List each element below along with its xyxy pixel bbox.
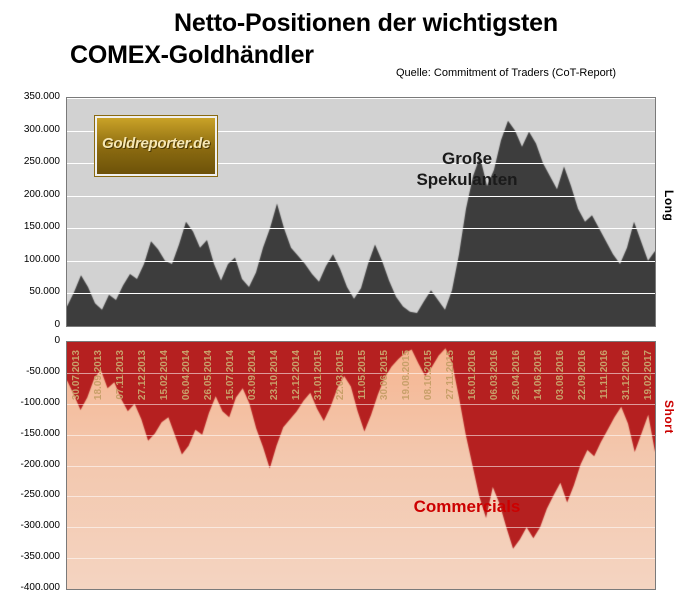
- upper-y-tick: 300.000: [23, 123, 60, 135]
- chart-grosse-spekulanten: [66, 97, 656, 327]
- logo-text: Goldreporter.de: [101, 135, 211, 152]
- gridline: [67, 527, 655, 528]
- lower-annotation: Commercials: [413, 497, 521, 516]
- x-tick-label: 30.07.2013: [71, 350, 82, 401]
- x-tick-label: 08.10.2015: [423, 350, 434, 401]
- x-tick-label: 11.05.2015: [357, 350, 368, 400]
- upper-axis-title: Long: [662, 190, 676, 222]
- x-tick-label: 31.01.2015: [313, 350, 324, 401]
- gridline: [67, 293, 655, 294]
- upper-y-tick: 250.000: [23, 156, 60, 168]
- x-tick-label: 31.12.2016: [621, 350, 632, 401]
- x-tick-label: 22.09.2016: [577, 350, 588, 401]
- x-tick-label: 19.08.2015: [401, 350, 412, 401]
- upper-y-tick: 0: [54, 319, 60, 330]
- x-tick-label: 22.03.2015: [335, 350, 346, 401]
- x-tick-label: 06.04.2014: [181, 350, 192, 401]
- chart-commercials: [66, 341, 656, 590]
- gridline: [67, 466, 655, 467]
- x-tick-label: 07.11.2013: [115, 350, 126, 400]
- gridline: [67, 228, 655, 229]
- goldreporter-logo: [95, 116, 217, 176]
- page-title-line1: Netto-Positionen der wichtigsten: [174, 9, 558, 37]
- lower-y-tick: -350.000: [20, 551, 60, 563]
- gridline: [67, 435, 655, 436]
- x-tick-label: 16.01.2016: [467, 350, 478, 401]
- upper-y-tick: 350.000: [23, 91, 60, 102]
- upper-annotation: [367, 148, 567, 190]
- source-note: Quelle: Commitment of Traders (CoT-Report): [396, 67, 617, 79]
- x-tick-label: 23.10.2014: [269, 350, 280, 401]
- upper-y-tick: 100.000: [23, 253, 60, 265]
- x-tick-label: 18.09.2013: [93, 350, 104, 401]
- x-tick-label: 15.02.2014: [159, 350, 170, 401]
- lower-y-tick: -150.000: [20, 427, 60, 439]
- x-tick-label: 30.06.2015: [379, 350, 390, 401]
- x-tick-label: 25.04.2016: [511, 350, 522, 401]
- x-tick-label: 03.08.2016: [555, 350, 566, 401]
- gridline: [67, 404, 655, 405]
- x-tick-label: 06.03.2016: [489, 350, 500, 401]
- x-tick-label: 03.09.2014: [247, 350, 258, 401]
- page-title-line2: COMEX-Goldhändler: [70, 41, 314, 69]
- title-block: [0, 4, 687, 90]
- lower-y-tick: -400.000: [20, 582, 60, 593]
- x-tick-label: 27.12.2013: [137, 350, 148, 401]
- lower-y-tick: -100.000: [20, 396, 60, 408]
- x-tick-label: 15.07.2014: [225, 350, 236, 401]
- upper-y-tick: 200.000: [23, 188, 60, 200]
- upper-y-tick: 150.000: [23, 221, 60, 233]
- upper-y-tick: 50.000: [29, 286, 60, 298]
- lower-y-tick: -50.000: [26, 365, 60, 377]
- x-tick-label: 19.02.2017: [643, 350, 654, 401]
- gridline: [67, 196, 655, 197]
- lower-y-tick: -300.000: [20, 520, 60, 532]
- x-tick-label: 14.06.2016: [533, 350, 544, 401]
- x-tick-label: 11.11.2016: [599, 350, 610, 399]
- lower-y-tick: -200.000: [20, 458, 60, 470]
- gridline: [67, 98, 655, 99]
- x-tick-label: 27.11.2015: [445, 350, 456, 400]
- lower-y-tick: 0: [54, 335, 60, 346]
- lower-y-tick: -250.000: [20, 489, 60, 501]
- gridline: [67, 261, 655, 262]
- upper-annotation-line1: Große: [441, 149, 493, 168]
- x-tick-label: 26.05.2014: [203, 350, 214, 401]
- lower-axis-title: Short: [662, 400, 676, 434]
- gridline: [67, 558, 655, 559]
- x-tick-label: 12.12.2014: [291, 350, 302, 401]
- upper-annotation-line2: Spekulanten: [416, 170, 518, 189]
